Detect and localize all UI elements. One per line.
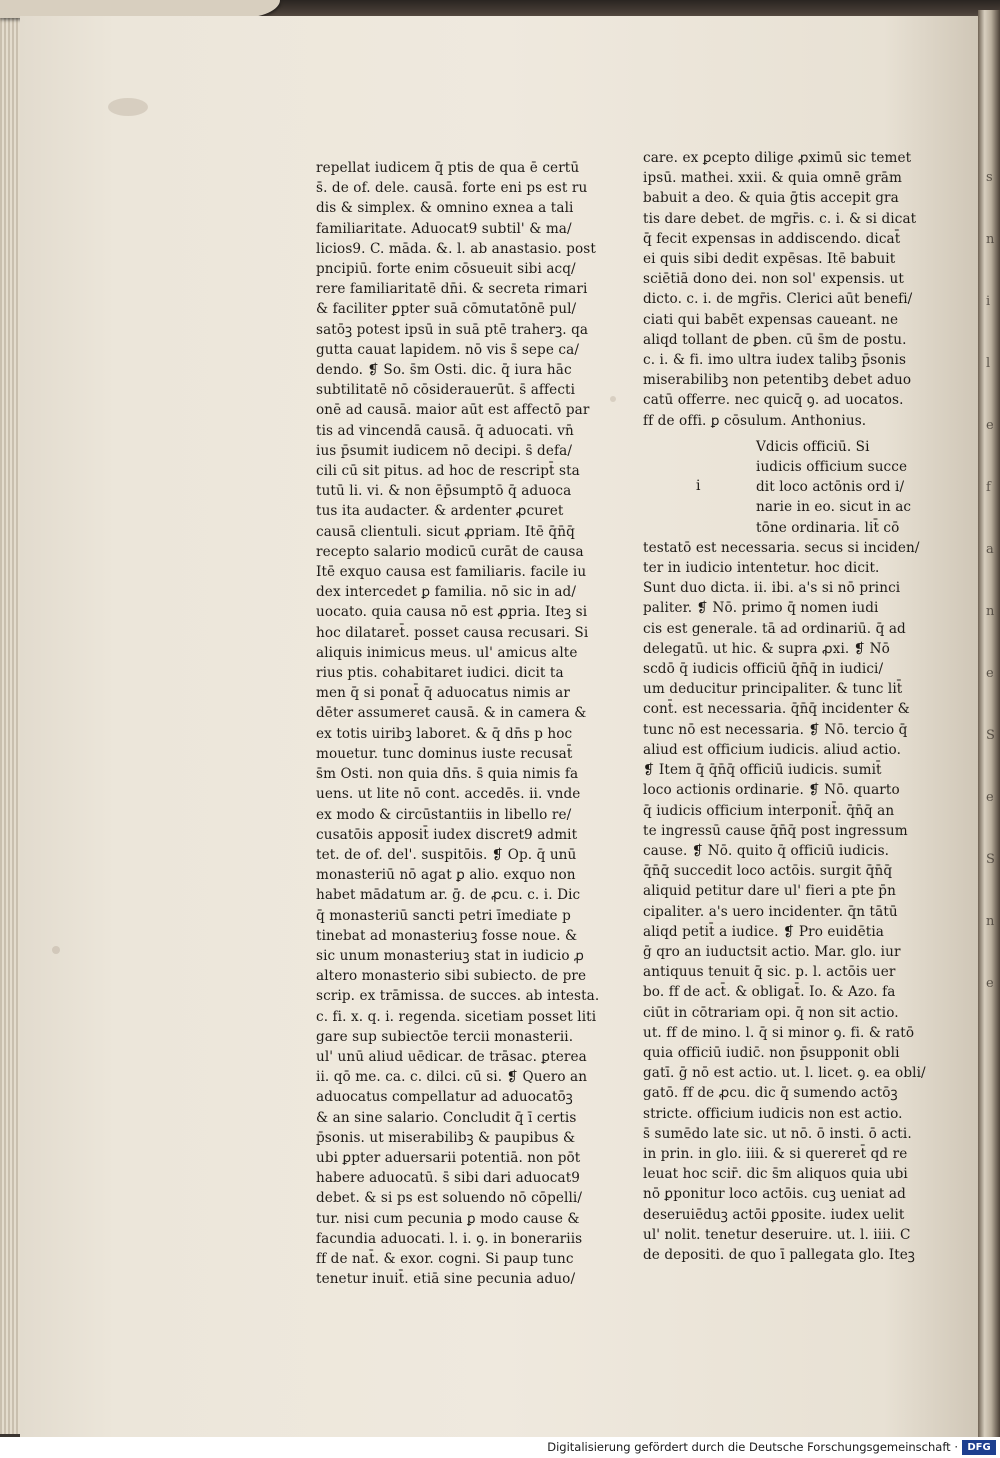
text-line: hoc dilataret̄. posset causa recusari. Si [316,624,589,641]
text-line: altero monasterio sibi subiecto. de pre [316,968,587,985]
bleed-letter: n [986,604,995,619]
page-stain [610,396,616,402]
text-line: uens. ut lite nō cont. accedēs. ii. vnde [316,786,581,803]
text-line: men q̄ si ponat̄ q̄ aduocatus nimis ar [316,685,570,702]
text-line: c. i. & fi. imo ultra iudex talibꝫ p̄sonis [643,352,907,369]
text-line: scdō q̄ iudicis officiū q̄n̄q̄ in iudici/ [643,661,884,678]
bleed-letter: f [986,480,991,495]
text-line: ul' unū aliud uēdicar. de trāsac. ꝑterea [316,1048,587,1065]
text-line: ❡ Item q̄ q̄n̄q̄ officiū iudicis. sumit̄ [643,762,882,779]
text-line: aliquid petitur dare ul' fieri a pte p̄n [643,883,896,900]
text-line: testatō est necessaria. secus si inciden/ [643,539,920,556]
text-line: tunc nō est necessaria. ❡ Nō. tercio q̄ [643,721,908,738]
text-line: gare sup subiectōe tercii monasterii. [316,1028,574,1045]
text-line: s̄m Osti. non quia dn̄s. s̄ quia nimis fa [316,766,579,783]
text-line: q̄ fecit expensas in addiscendo. dicat̄ [643,230,901,247]
text-line: gatī. ḡ nō est actio. ut. l. licet. ꝯ. ea obli/ [643,1065,926,1082]
text-line: ciati qui babēt expensas caueant. ne [643,311,899,328]
text-line: Vdicis officiū. Si [756,438,870,455]
text-line: pncipiū. forte enim cōsueuit sibi acq/ [316,261,576,278]
text-line: catū offerre. nec quicq̄ ꝯ. ad uocatos. [643,392,904,409]
text-line: s̄ sumēdo late sic. ut nō. ō insti. ō acti. [643,1125,912,1142]
drop-letter: i [696,478,701,494]
text-line: tenetur inuit̄. etiā sine pecunia aduo/ [316,1271,576,1288]
page-stain [52,946,60,954]
text-line: delegatū. ut hic. & supra ꝓxi. ❡ Nō [643,640,890,657]
text-line: loco actionis ordinarie. ❡ Nō. quarto [643,782,900,799]
text-line: tis dare debet. de mgr̄is. c. i. & si dicat [643,210,917,227]
text-line: Sunt duo dicta. ii. ibi. a's si nō princi [643,580,901,597]
text-line: cusatōis apposit̄ iudex discret9 admit [316,826,578,843]
text-line: onē ad causā. maior aūt est affectō par [316,402,590,419]
text-line: care. ex ꝑcepto dilige ꝓximū sic temet [643,150,912,166]
text-line: habere aduocatū. s̄ sibi dari aduocat9 [316,1170,581,1187]
text-line: paliter. ❡ Nō. primo q̄ nomen iudi [643,600,879,617]
text-line: ut. ff de mino. l. q̄ si minor ꝯ. fi. & ratō [643,1024,915,1041]
text-line: dis & simplex. & omnino exnea a tali [316,200,574,217]
text-line: rere familiaritatē dn̄i. & secreta rimari [316,281,588,298]
text-line: antiquus tenuit q̄ sic. p. l. actōis uer [643,964,896,981]
text-line: ter in iudicio intentetur. hoc dicit. [643,560,880,577]
text-line: um deducitur principaliter. & tunc lit̄ [643,681,903,698]
text-line: de depositi. de quo ī pallegata glo. Iteꝫ [643,1246,915,1263]
text-line: licios9. C. māda. &. l. ab anastasio. post [316,240,596,257]
dfg-logo: DFG [962,1440,996,1455]
next-page-edge [978,10,1000,1437]
page-stack-edge [0,14,22,1434]
text-line: tōne ordinaria. lit̄ cō [756,519,900,536]
text-line: ipsū. mathei. xxii. & quia omnē grām [643,170,902,187]
bleed-letter: e [986,666,994,681]
text-line: Itē exquo causa est familiaris. facile iu [316,564,587,581]
text-column-right [643,148,926,1265]
text-line: q̄ iudicis officium interponit̄. q̄n̄q̄ an [643,802,895,819]
text-line: aliquis inimicus meus. ul' amicus alte [316,644,578,661]
text-line: te ingressū cause q̄n̄q̄ post ingressum [643,822,908,839]
text-line: ius p̄sumit iudicem nō decipi. s̄ defa/ [316,442,572,459]
text-line: q̄n̄q̄ succedit loco actōis. surgit q̄n̄q̄ [643,863,893,880]
text-line: sciētiā dono dei. non sol' expensis. ut [643,271,904,288]
right-column-body [643,538,926,1265]
text-line: dēter assumeret causā. & in camera & [316,705,587,722]
bleed-letter: e [986,418,994,433]
text-line: leuat hoc scir̄. dic s̄m aliquos quia ubi [643,1166,908,1183]
footer-bar [0,1437,1000,1458]
text-line: cause. ❡ Nō. quito q̄ officiū iudicis. [643,842,890,859]
text-line: nō ꝑponitur loco actōis. cuꝫ ueniat ad [643,1186,906,1203]
text-line: stricte. officium iudicis non est actio. [643,1105,903,1122]
text-line: rius ptis. cohabitaret iudici. dicit ta [316,665,564,682]
text-line: satōꝫ potest ipsū in suā ptē traherꝫ. qa [316,321,589,338]
text-line: cipaliter. a's uero incidenter. q̄n tātū [643,903,898,920]
text-line: q̄ monasteriū sancti petri īmediate p [316,907,571,924]
text-line: tur. nisi cum pecunia ꝑ modo cause & [316,1210,580,1227]
text-line: monasteriū nō agat ꝑ alio. exquo non [316,867,576,884]
text-line: dit loco actōnis ord i/ [756,479,905,496]
text-line: narie in eo. sicut in ac [756,499,912,516]
text-line: aduocatus compellatur ad aduocatōꝫ [316,1089,573,1106]
section-heading-iudicis-officium [643,437,919,538]
text-line: dendo. ❡ So. s̄m Osti. dic. q̄ iura hāc [316,362,572,379]
text-column-left [316,158,600,1289]
text-line: debet. & si ps est soluendo nō cōpelli/ [316,1190,583,1207]
text-line: dicto. c. i. de mgr̄is. Clerici aūt benefi/ [643,291,913,308]
text-line: ii. qō me. ca. c. dilci. cū si. ❡ Quero an [316,1069,588,1086]
bleed-letter: a [986,542,994,557]
text-line: habet mādatum ar. ḡ. de ꝓcu. c. i. Dic [316,887,581,904]
text-line: mouetur. tunc dominus iuste recusat̄ [316,745,573,762]
text-line: aliqd petit̄ a iudice. ❡ Pro euidētia [643,923,885,940]
text-line: tis ad vincendā causā. q̄ aduocati. vn̄ [316,422,574,439]
text-line: cont̄. est necessaria. q̄n̄q̄ incidenter & [643,701,910,718]
bleed-letter: e [986,790,994,805]
text-line: ex modo & circūstantiis in libello re/ [316,806,572,823]
page-stain [108,98,148,116]
text-line: tinebat ad monasteriuꝫ fosse noue. & [316,927,578,944]
text-line: ul' nolit. tenetur deseruire. ut. l. iiii. C [643,1226,911,1243]
text-line: uocato. quia causa nō est ꝓpria. Iteꝫ si [316,604,588,621]
text-line: miserabilibꝫ non petentibꝫ debet aduo [643,372,912,389]
text-line: ff de nat̄. & exor. cogni. Si paup tunc [316,1250,574,1267]
funding-notice: Digitalisierung gefördert durch die Deutsche Forschungsgemeinschaft · [547,1440,958,1454]
text-line: aliqd tollant de ꝑben. cū s̄m de postu. [643,331,907,348]
text-line: cis est generale. tā ad ordinariū. q̄ ad [643,620,906,637]
text-line: iudicis officium succe [756,459,908,476]
text-line: familiaritate. Aduocat9 subtil' & ma/ [316,220,572,237]
right-column-top [643,148,919,431]
text-line: ubi ꝑpter aduersarii potentiā. non pōt [316,1149,581,1166]
bleed-letter: S [986,852,995,867]
text-line: tutū li. vi. & non ēp̄sumptō q̄ aduoca [316,483,572,500]
bleed-letter: i [986,294,991,309]
text-line: bo. ff de act̄. & obligat̄. Io. & Azo. fa [643,984,896,1001]
text-line: repellat iudicem q̄ ptis de qua ē certū [316,160,580,176]
text-line: s̄. de of. dele. causā. forte eni ps est ru [316,180,588,197]
text-line: causā clientuli. sicut ꝓpriam. Itē q̄n̄q̄ [316,523,575,540]
text-line: aliud est officium iudicis. aliud actio. [643,741,902,758]
text-line: recepto salario modicū curāt de causa [316,543,584,560]
text-line: gatō. ff de ꝓcu. dic q̄ sumendo actōꝫ [643,1085,898,1102]
text-line: p̄sonis. ut miserabilibꝫ & paupibus & [316,1129,576,1146]
text-line: ciūt in cōtrariam opi. q̄ non sit actio. [643,1004,899,1021]
text-line: babuit a deo. & quia ḡtis accepit gra [643,190,899,207]
text-line: ei quis sibi dedit expēsas. Itē babuit [643,251,896,268]
bleed-letter: s [986,170,993,185]
text-line: subtilitatē nō cōsiderauerūt. s̄ affecti [316,382,576,399]
text-line: facundia aduocati. l. i. ꝯ. in bonerariis [316,1230,583,1247]
bleed-letter: e [986,976,994,991]
text-line: in prin. in glo. iiii. & si quereret̄ qd re [643,1145,908,1162]
text-line: c. fi. x. q. i. regenda. sicetiam posset liti [316,1008,597,1025]
bleed-letter: S [986,728,995,743]
text-line: sic unum monasteriuꝫ stat in iudicio ꝓ [316,947,584,964]
text-line: & an sine salario. Concludit q̄ ī certis [316,1109,577,1126]
bleed-letter: l [986,356,991,371]
text-line: dex intercedet ꝑ familia. nō sic in ad/ [316,584,577,601]
text-line: scrip. ex trāmissa. de succes. ab intesta. [316,988,600,1005]
text-line: ḡ qro an iuductsit actio. Mar. glo. iur [643,943,901,960]
text-line: cili cū sit pitus. ad hoc de rescript̄ sta [316,463,580,480]
text-line: tet. de of. del'. suspitōis. ❡ Op. q̄ unū [316,846,577,863]
text-line: ff de offi. ꝑ cōsulum. Anthonius. [643,412,867,429]
text-line: tus ita audacter. & ardenter ꝓcuret [316,503,564,520]
text-line: gutta cauat lapidem. nō vis s̄ sepe ca/ [316,341,580,358]
bleed-letter: n [986,232,995,247]
text-line: ex totis uiribꝫ laboret. & q̄ dn̄s p hoc [316,725,573,742]
text-line: & faciliter ꝑpter suā cōmutatōnē pul/ [316,301,577,318]
text-line: deseruiēduꝫ actōi ꝑposite. iudex uelit [643,1206,905,1223]
text-line: quia officiū iudic̄. non p̄supponit obli [643,1044,900,1061]
bleed-letter: n [986,914,995,929]
